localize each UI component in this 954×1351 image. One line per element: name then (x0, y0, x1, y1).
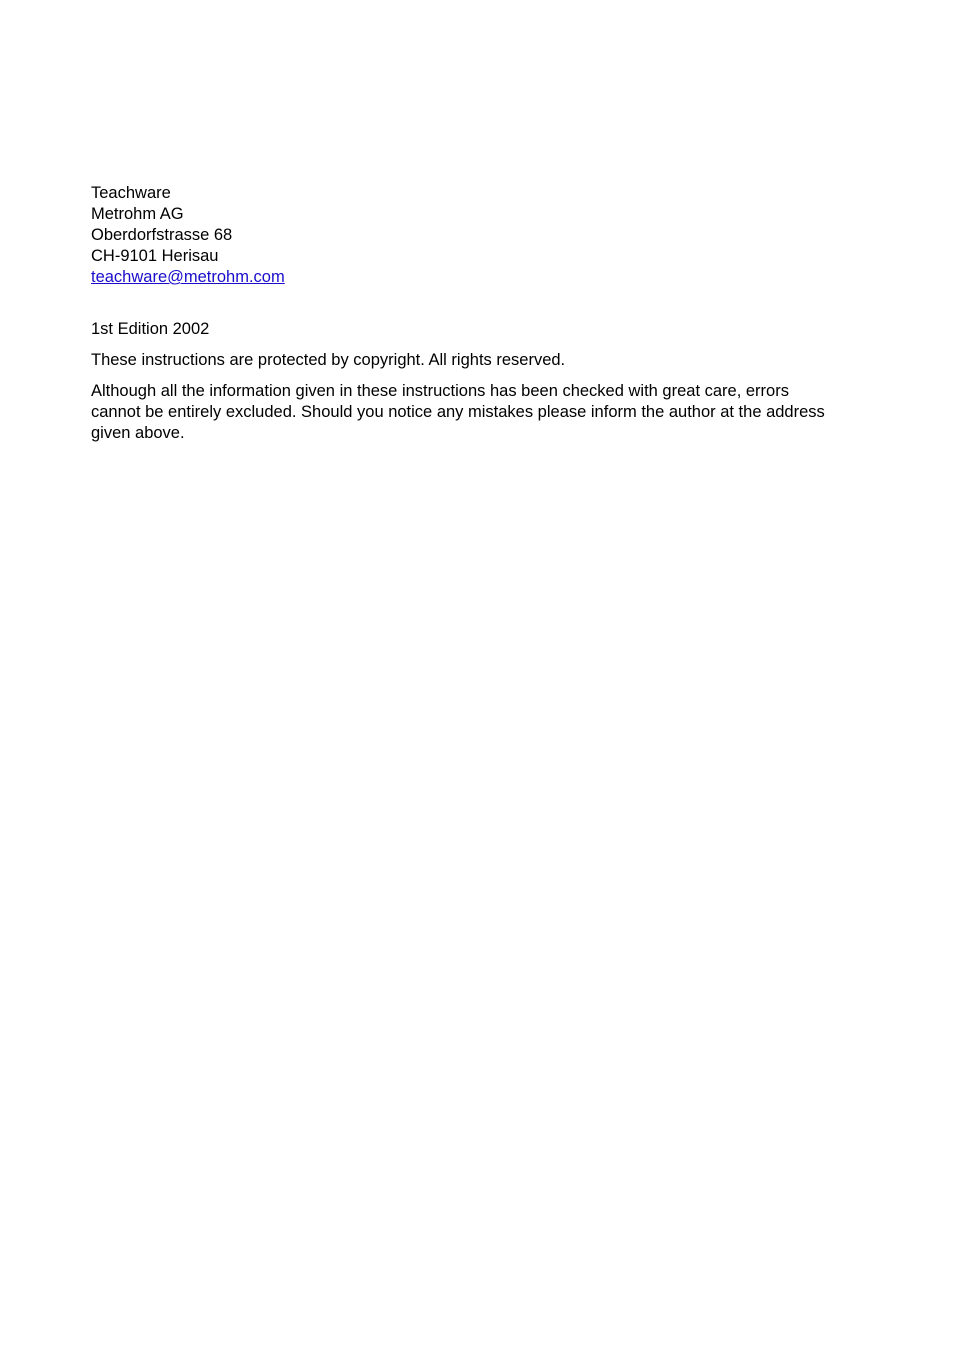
address-block (91, 183, 831, 288)
address-street: Oberdorfstrasse 68 (91, 226, 233, 244)
address-email-line (91, 267, 831, 288)
document-page (91, 183, 831, 444)
edition-text: 1st Edition 2002 (91, 320, 210, 338)
address-city: CH-9101 Herisau (91, 247, 219, 265)
copyright-notice: These instructions are protected by copyright. All rights reserved. (91, 351, 566, 369)
address-company: Metrohm AG (91, 205, 184, 223)
disclaimer-paragraph: Although all the information given in these instructions has been checked with great care, errors cannot be entirely excluded. Should you notice any mistakes please inform the author at the address given above. (91, 382, 825, 442)
address-department: Teachware (91, 184, 171, 202)
email-link[interactable]: teachware@metrohm.com (91, 268, 285, 286)
